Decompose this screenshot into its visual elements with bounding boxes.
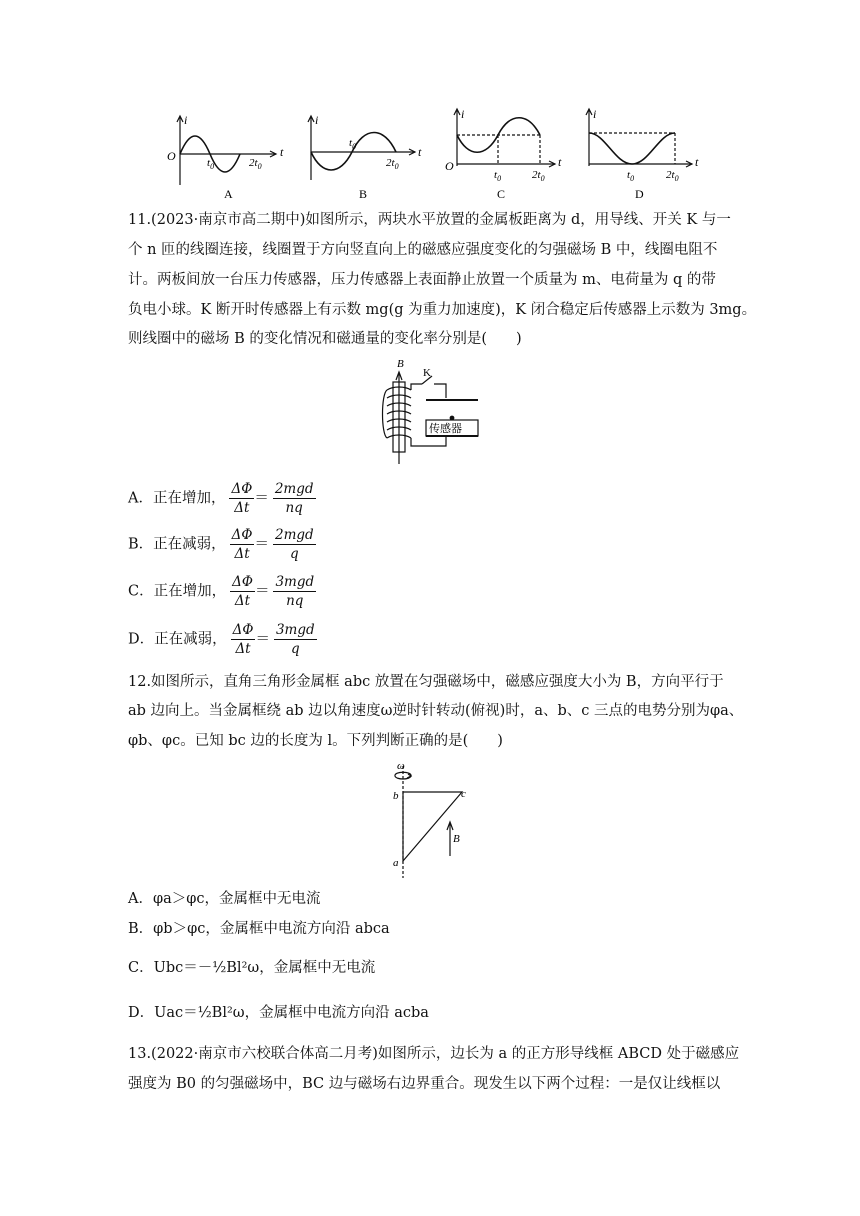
q13-line-1: 13.(2022·南京市六校联合体高二月考)如图所示，边长为 a 的正方形导线框 ABCD 处于磁感应: [128, 1046, 740, 1062]
q12-line-3: φb、φc。已知 bc 边的长度为 l。下列判断正确的是( ): [128, 733, 503, 749]
q11-d-rhs-fraction: $\frac{\text{3mgd}}{q}$: [275, 622, 315, 657]
graph-a-2t0: $2t_0$: [249, 157, 262, 171]
graph-d-label: D: [635, 187, 644, 201]
graph-d-i-label: i: [593, 107, 597, 121]
graph-d-t0: $t_0$: [627, 169, 635, 183]
omega-label: ω: [397, 760, 405, 772]
graph-a-i-label: i: [184, 113, 188, 127]
graph-a: [177, 116, 276, 185]
switch-k-label: K: [423, 367, 431, 379]
q11-c-rhs-fraction: $\frac{\text{3mgd}}{nq}$: [275, 574, 315, 609]
graph-b-t-label: t: [418, 145, 422, 159]
q11-d-lhs-fraction: $\frac{\Delta\Phi}{\Delta t}$: [232, 622, 254, 657]
graph-c-i-label: i: [461, 107, 465, 121]
graph-c-origin: O: [445, 159, 454, 173]
q11-option-d: D．正在减弱， $\frac{\Delta\Phi}{\Delta t}$ ＝ $\frac{\text{3mgd}}{q}$: [128, 622, 315, 657]
graph-c-2t0: $2t_0$: [532, 169, 545, 183]
q12-option-a: A．φa＞φc，金属框中无电流: [128, 891, 321, 907]
vertex-b-label: b: [393, 790, 399, 802]
triangle-frame-figure: [384, 758, 484, 882]
vertex-c-label: c: [461, 788, 466, 800]
graph-d-t-label: t: [695, 155, 699, 169]
q12-option-b: B．φb＞φc，金属框中电流方向沿 abca: [128, 921, 390, 937]
q11-line-3: 计。两板间放一台压力传感器，压力传感器上表面静止放置一个质量为 m、电荷量为 q 的带: [128, 272, 716, 288]
figure-b-label: B: [397, 358, 404, 370]
graph-a-label: A: [224, 187, 233, 201]
current-graphs: [0, 100, 860, 210]
q12-option-c: C．Ubc＝－½Bl²ω，金属框中无电流: [128, 960, 376, 976]
q11-c-lhs-fraction: $\frac{\Delta\Phi}{\Delta t}$: [232, 574, 253, 609]
q11-b-lhs-fraction: $\frac{\Delta\Phi}{\Delta t}$: [231, 527, 253, 562]
q11-option-b: B．正在减弱， $\frac{\Delta\Phi}{\Delta t}$ ＝ $\frac{\text{2mgd}}{q}$: [128, 527, 314, 562]
q12-line-1: 12.如图所示，直角三角形金属框 abc 放置在匀强磁场中，磁感应强度大小为 B，方向平行于: [128, 674, 724, 690]
coil-sensor-figure: [370, 354, 490, 466]
graph-c-label: C: [497, 187, 506, 201]
q11-b-rhs-fraction: $\frac{\text{2mgd}}{q}$: [274, 527, 314, 562]
q11-line-1: 11.(2023·南京市高二期中)如图所示，两块水平放置的金属板距离为 d，用导线、开关 K 与一: [128, 212, 731, 228]
sensor-label: 传感器: [429, 423, 462, 435]
q12-option-d: D．Uac＝½Bl²ω，金属框中电流方向沿 acba: [128, 1005, 429, 1021]
q11-line-4: 负电小球。K 断开时传感器上有示数 mg(g 为重力加速度)，K 闭合稳定后传感器上示数为 3mg。: [128, 302, 757, 318]
vertex-a-label: a: [393, 857, 399, 869]
graph-b-i-label: i: [315, 113, 319, 127]
graph-b: [308, 116, 415, 180]
graph-c-t-label: t: [558, 155, 562, 169]
q13-line-2: 强度为 B0 的匀强磁场中，BC 边与磁场右边界重合。现发生以下两个过程：一是仅让线框以: [128, 1076, 721, 1092]
graph-c-t0: $t_0$: [494, 169, 502, 183]
graph-a-t0: $t_0$: [207, 157, 215, 171]
q11-line-5: 则线圈中的磁场 B 的变化情况和磁通量的变化率分别是( ): [128, 331, 522, 347]
graph-a-t-label: t: [280, 145, 284, 159]
q12-line-2: ab 边向上。当金属框绕 ab 边以角速度ω逆时针转动(俯视)时，a、b、c 三点的电势分别为φa、: [128, 703, 744, 719]
q11-option-c: C．正在增加， $\frac{\Delta\Phi}{\Delta t}$ ＝ $\frac{\text{3mgd}}{nq}$: [128, 574, 315, 609]
q11-option-a: A．正在增加， $\frac{\Delta\Phi}{\Delta t}$ ＝ $\frac{\text{2mgd}}{nq}$: [128, 481, 314, 516]
q11-line-2: 个 n 匝的线圈连接，线圈置于方向竖直向上的磁感应强度变化的匀强磁场 B 中，线圈电阻不: [128, 242, 718, 258]
graph-c: [454, 109, 555, 167]
graph-b-label: B: [359, 187, 368, 201]
graph-d: [586, 109, 692, 167]
q11-a-rhs-fraction: $\frac{\text{2mgd}}{nq}$: [274, 481, 314, 516]
q11-a-lhs-fraction: $\frac{\Delta\Phi}{\Delta t}$: [231, 481, 253, 516]
graph-b-t0: $t_0$: [349, 137, 357, 151]
graph-b-2t0: $2t_0$: [386, 157, 399, 171]
graph-a-origin: O: [167, 149, 176, 163]
graph-d-2t0: $2t_0$: [666, 169, 679, 183]
field-b-label: B: [453, 833, 460, 845]
